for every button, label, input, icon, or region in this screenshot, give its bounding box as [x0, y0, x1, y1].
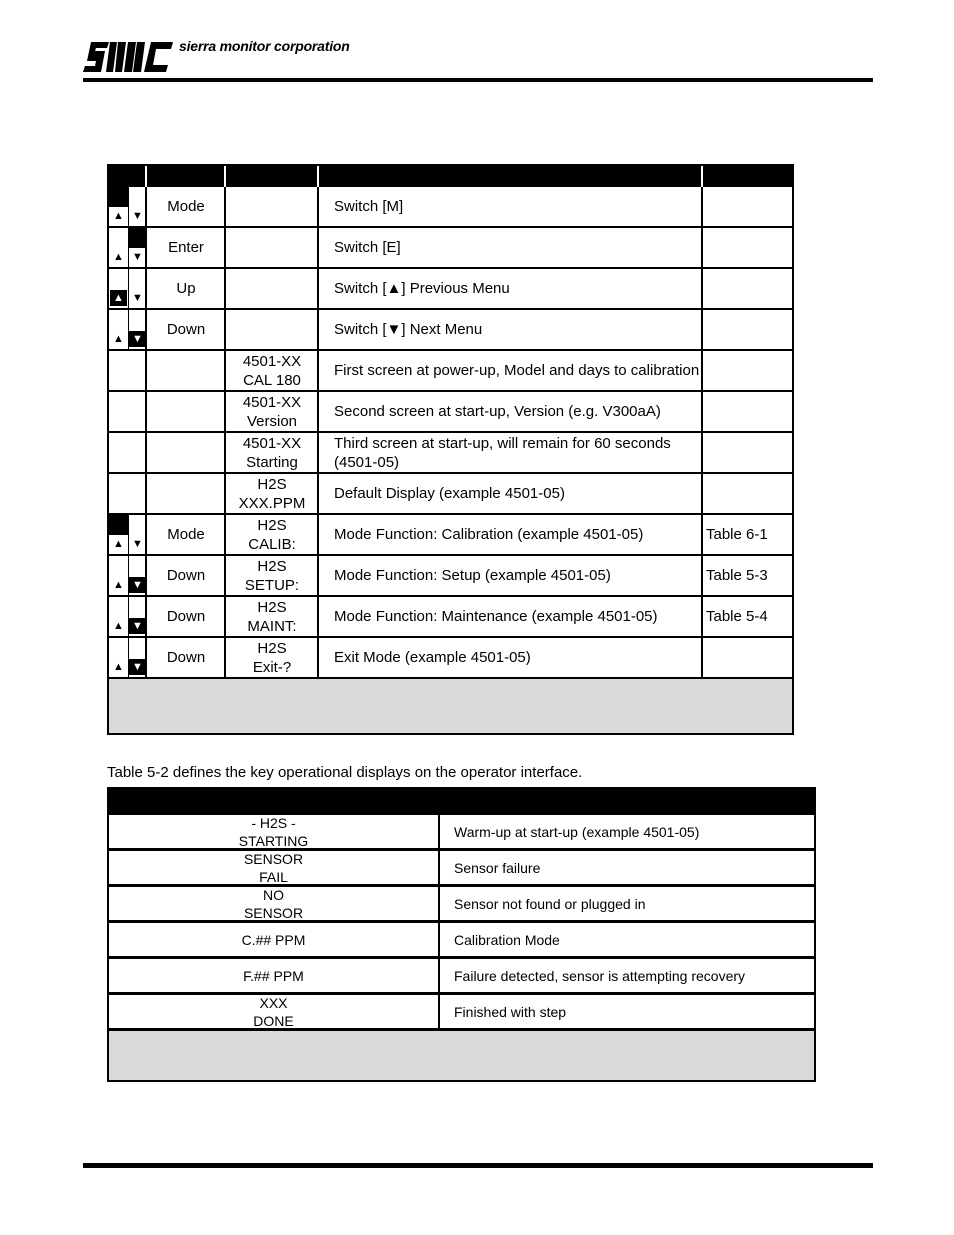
display-text	[109, 959, 438, 992]
table-row	[107, 815, 816, 851]
table-row	[107, 351, 794, 392]
display-line: XXX.PPM	[238, 494, 306, 512]
table-footer	[107, 1031, 816, 1082]
reference	[701, 433, 794, 472]
key-name	[145, 392, 225, 431]
table-row	[107, 515, 794, 556]
table-row	[107, 269, 794, 310]
table-row	[107, 923, 816, 959]
reference	[701, 228, 794, 267]
description: First screen at power-up, Model and days to calibration	[317, 351, 703, 390]
description: Calibration Mode	[438, 923, 814, 956]
key-name	[145, 474, 225, 513]
down-arrow-icon: ▼	[129, 577, 146, 593]
display-text	[109, 923, 438, 956]
up-arrow-icon: ▲	[113, 209, 124, 222]
display-line: MAINT:	[247, 617, 297, 635]
table-row	[107, 187, 794, 228]
key-name	[145, 351, 225, 390]
up-arrow-icon: ▲	[113, 537, 124, 550]
key-cell	[107, 556, 147, 595]
description: Exit Mode (example 4501-05)	[317, 638, 703, 677]
keypad-display-table	[107, 164, 794, 735]
description: Second screen at start-up, Version (e.g. V300aA)	[317, 392, 703, 431]
description: Mode Function: Maintenance (example 4501-05)	[317, 597, 703, 636]
up-arrow-icon: ▲	[110, 290, 127, 306]
display-line: CALIB:	[248, 535, 296, 553]
display-line: Exit-?	[252, 658, 292, 676]
key-cell	[107, 351, 147, 390]
key-cell	[107, 269, 147, 308]
mode-key-icon	[109, 310, 128, 330]
display-line: Version	[246, 412, 298, 430]
display-line: FAIL	[259, 868, 288, 885]
display-text	[224, 638, 318, 677]
display-line: Starting	[246, 453, 298, 471]
keypad-icon	[109, 638, 147, 677]
reference	[701, 638, 794, 677]
display-line: NO	[263, 886, 284, 903]
smc-logo	[83, 38, 175, 76]
table-body	[107, 187, 794, 679]
key-name: Enter	[145, 228, 225, 267]
footer-rule	[83, 1163, 873, 1168]
display-line: H2S	[257, 598, 287, 616]
display-text	[224, 310, 318, 349]
display-text	[224, 556, 318, 595]
key-cell	[107, 638, 147, 677]
key-name: Down	[145, 310, 225, 349]
down-arrow-icon: ▼	[132, 250, 143, 263]
description: Sensor not found or plugged in	[438, 887, 814, 920]
display-text	[224, 187, 318, 226]
up-arrow-icon: ▲	[113, 578, 124, 591]
reference	[701, 269, 794, 308]
display-text	[224, 228, 318, 267]
display-line: F.## PPM	[243, 967, 304, 984]
company-name: sierra monitor corporation	[179, 38, 350, 54]
key-name: Mode	[145, 515, 225, 554]
reference	[701, 187, 794, 226]
keypad-icon	[109, 310, 147, 349]
display-line: SENSOR	[243, 904, 304, 921]
down-arrow-icon: ▼	[129, 331, 146, 347]
keypad-icon	[109, 187, 147, 226]
mode-key-icon	[109, 556, 128, 576]
description: Switch [E]	[317, 228, 703, 267]
mode-key-icon	[109, 187, 128, 207]
reference	[701, 474, 794, 513]
keypad-icon	[109, 228, 147, 267]
key-cell	[107, 515, 147, 554]
description: Mode Function: Calibration (example 4501-05)	[317, 515, 703, 554]
table-header	[107, 787, 816, 815]
keypad-icon	[109, 515, 147, 554]
table-row	[107, 310, 794, 351]
table-row	[107, 995, 816, 1031]
display-line: H2S	[257, 557, 287, 575]
display-line: SETUP:	[244, 576, 300, 594]
description: Warm-up at start-up (example 4501-05)	[438, 815, 814, 848]
up-arrow-icon: ▲	[113, 660, 124, 673]
display-text	[224, 474, 318, 513]
table-row	[107, 851, 816, 887]
reference: Table 6-1	[701, 515, 794, 554]
reference: Table 5-4	[701, 597, 794, 636]
up-arrow-icon: ▲	[113, 332, 124, 345]
key-cell	[107, 187, 147, 226]
key-name: Down	[145, 638, 225, 677]
key-cell	[107, 474, 147, 513]
reference: Table 5-3	[701, 556, 794, 595]
down-arrow-icon: ▼	[129, 618, 146, 634]
down-arrow-icon: ▼	[132, 209, 143, 222]
display-text	[109, 851, 438, 884]
key-name: Down	[145, 556, 225, 595]
intro-paragraph: Table 5-2 defines the key operational displays on the operator interface.	[107, 764, 583, 781]
mode-key-icon	[109, 515, 128, 535]
table-footer	[107, 679, 794, 735]
header-rule	[83, 78, 873, 82]
mode-key-icon	[109, 638, 128, 658]
display-line: C.## PPM	[241, 931, 306, 948]
display-line: H2S	[257, 639, 287, 657]
table-body	[107, 815, 816, 1031]
description: Switch [▼] Next Menu	[317, 310, 703, 349]
key-cell	[107, 433, 147, 472]
key-cell	[107, 310, 147, 349]
description: Switch [M]	[317, 187, 703, 226]
display-text	[224, 433, 318, 472]
operational-displays-table	[107, 787, 816, 1082]
keypad-icon	[109, 597, 147, 636]
table-row	[107, 228, 794, 269]
table-row	[107, 474, 794, 515]
display-text	[109, 815, 438, 848]
mode-key-icon	[109, 597, 128, 617]
display-text	[224, 515, 318, 554]
key-cell	[107, 392, 147, 431]
display-line: STARTING	[238, 832, 309, 849]
key-name	[145, 433, 225, 472]
display-text	[224, 269, 318, 308]
description: Failure detected, sensor is attempting recovery	[438, 959, 814, 992]
table-row	[107, 392, 794, 433]
down-arrow-icon: ▼	[132, 537, 143, 550]
mode-key-icon	[109, 228, 128, 248]
description: Mode Function: Setup (example 4501-05)	[317, 556, 703, 595]
table-row	[107, 597, 794, 638]
page-header	[83, 38, 873, 82]
display-line: CAL 180	[243, 371, 301, 389]
display-text	[224, 392, 318, 431]
down-arrow-icon: ▼	[132, 291, 143, 304]
display-line: 4501-XX	[242, 434, 302, 452]
key-name: Up	[145, 269, 225, 308]
display-line: H2S	[257, 475, 287, 493]
display-text	[224, 351, 318, 390]
display-line: H2S	[257, 516, 287, 534]
down-arrow-icon: ▼	[129, 659, 146, 675]
display-text	[224, 597, 318, 636]
key-name: Down	[145, 597, 225, 636]
table-header	[107, 164, 794, 187]
description: Third screen at start-up, will remain for 60 seconds (4501-05)	[317, 433, 703, 472]
table-row	[107, 638, 794, 679]
display-line: 4501-XX	[242, 352, 302, 370]
key-name: Mode	[145, 187, 225, 226]
description: Default Display (example 4501-05)	[317, 474, 703, 513]
reference	[701, 310, 794, 349]
reference	[701, 392, 794, 431]
table-row	[107, 887, 816, 923]
table-row	[107, 556, 794, 597]
keypad-icon	[109, 556, 147, 595]
display-line: 4501-XX	[242, 393, 302, 411]
description: Finished with step	[438, 995, 814, 1028]
up-arrow-icon: ▲	[113, 250, 124, 263]
display-line: - H2S -	[251, 814, 296, 831]
key-cell	[107, 228, 147, 267]
mode-key-icon	[109, 269, 128, 289]
display-line: XXX	[259, 994, 288, 1011]
reference	[701, 351, 794, 390]
keypad-icon	[109, 269, 147, 308]
description: Sensor failure	[438, 851, 814, 884]
table-row	[107, 433, 794, 474]
display-line: DONE	[253, 1012, 294, 1029]
key-cell	[107, 597, 147, 636]
display-line: SENSOR	[243, 850, 304, 867]
display-text	[109, 887, 438, 920]
up-arrow-icon: ▲	[113, 619, 124, 632]
display-text	[109, 995, 438, 1028]
description: Switch [▲] Previous Menu	[317, 269, 703, 308]
table-row	[107, 959, 816, 995]
